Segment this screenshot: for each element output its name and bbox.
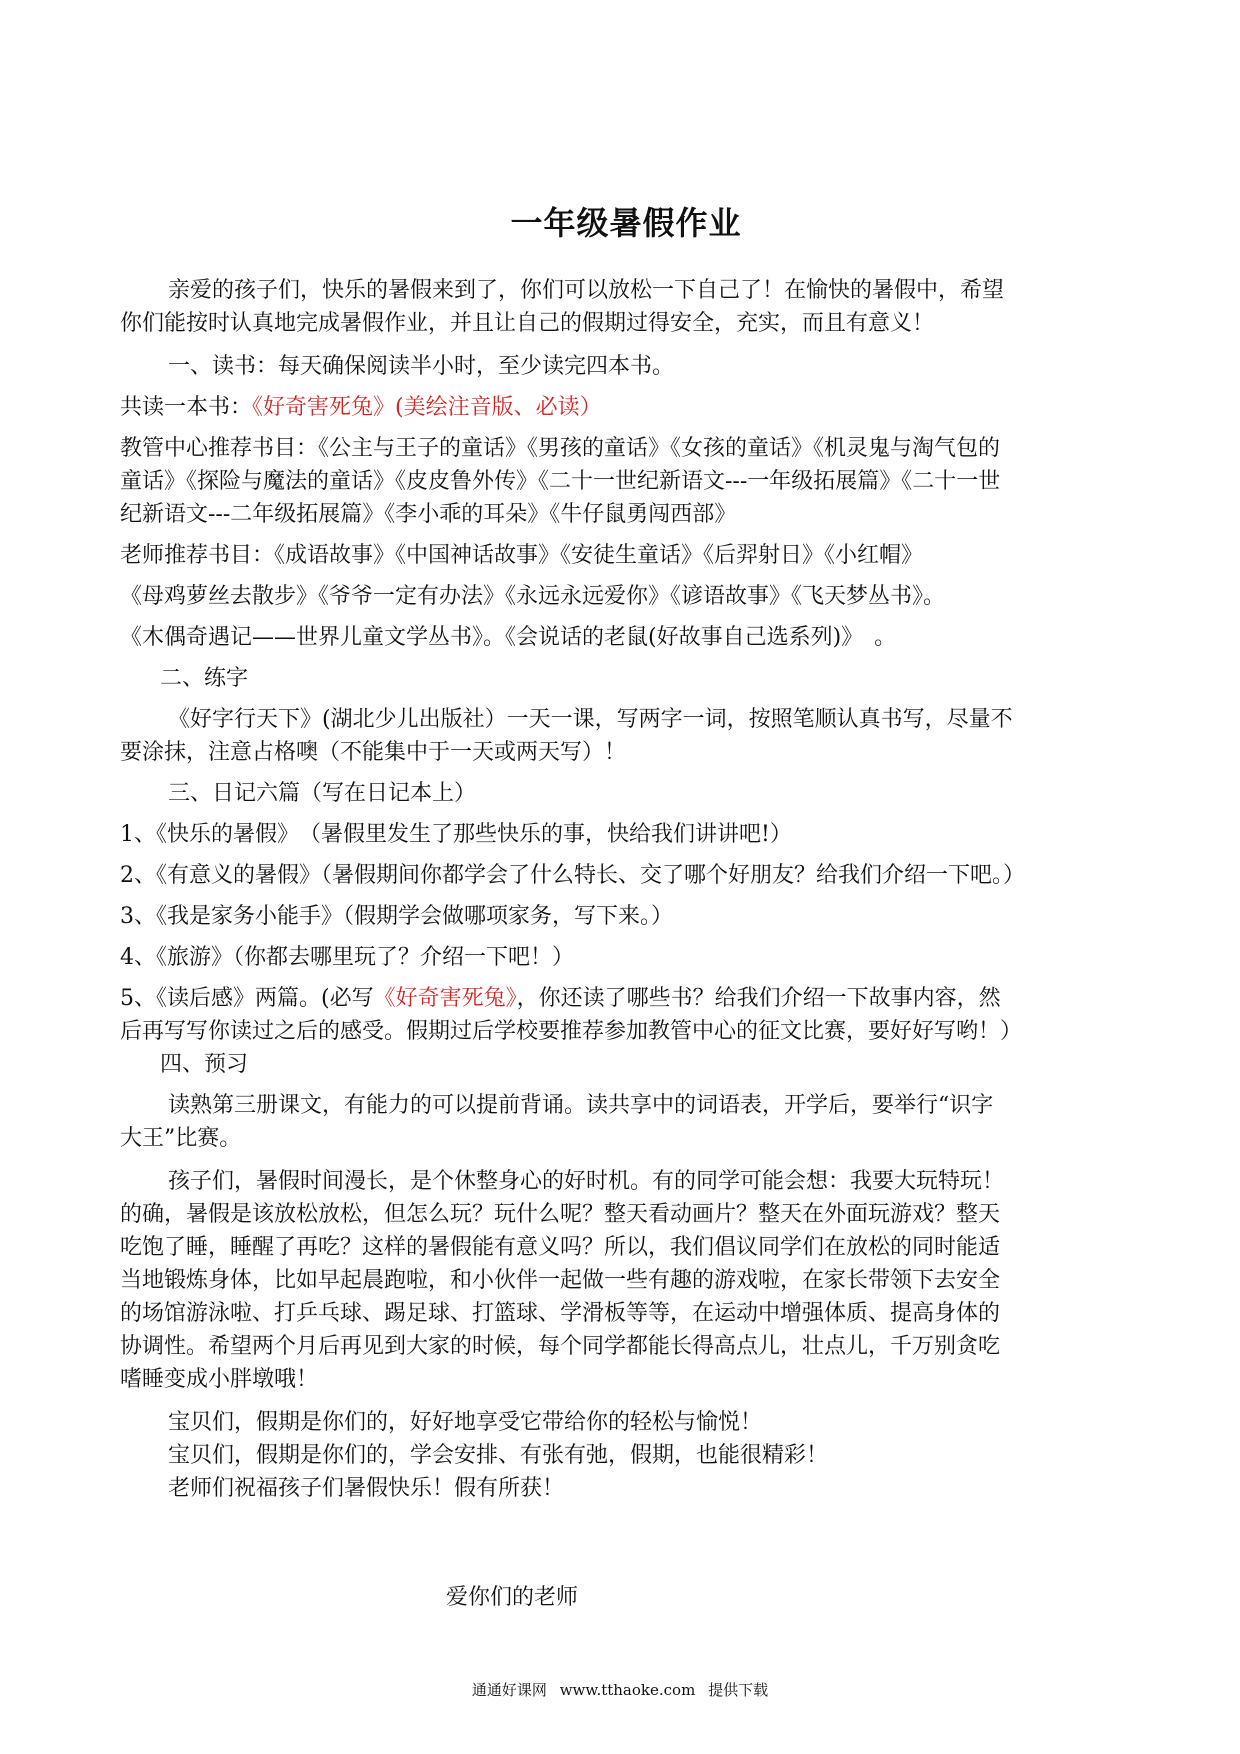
wish-line: 老师们祝福孩子们暑假快乐！假有所获！ (168, 1476, 565, 1501)
section-heading-preview: 四、预习 (160, 1052, 249, 1077)
teacher-book-list-line: 老师推荐书目：《成语故事》《中国神话故事》《安徒生童话》《后羿射日》《小红帽》 (120, 543, 924, 568)
writing-line: 《好字行天下》(湖北少儿出版社）一天一课，写两字一词，按照笔顺认真书写，尽量不 (168, 707, 1013, 732)
diary-item: 4、《旅游》（你都去哪里玩了？介绍一下吧！） (120, 945, 574, 970)
center-book-list-line: 童话》《探险与魔法的童话》《皮皮鲁外传》《二十一世纪新语文---一年级拓展篇》《二十一世 (120, 469, 1001, 494)
closing-line: 协调性。希望两个月后再见到大家的时候，每个同学都能长得高点儿，壮点儿，千万别贪吃 (120, 1334, 1001, 1359)
intro-line: 你们能按时认真地完成暑假作业，并且让自己的假期过得安全，充实，而且有意义！ (120, 311, 935, 336)
diary-item-5 (120, 982, 1132, 1015)
closing-line: 嗜睡变成小胖墩哦！ (120, 1367, 319, 1392)
teacher-book-list-line: 《木偶奇遇记——世界儿童文学丛书》。《会说话的老鼠(好故事自己选系列)》 。 (120, 625, 897, 650)
section-heading-writing: 二、练字 (160, 666, 249, 691)
page-footer (0, 1679, 1240, 1700)
footer-site-name: 通通好课网 (471, 1681, 547, 1699)
intro-line: 亲爱的孩子们，快乐的暑假来到了，你们可以放松一下自己了！在愉快的暑假中，希望 (168, 278, 1005, 303)
wish-line: 宝贝们，假期是你们的，好好地享受它带给你的轻松与愉悦！ (168, 1410, 763, 1435)
section-heading-diary: 三、日记六篇（写在日记本上） (168, 781, 477, 806)
writing-line: 要涂抹，注意占格噢（不能集中于一天或两天写）！ (120, 740, 627, 765)
diary-item-5-suffix: ，你还读了哪些书？给我们介绍一下故事内容，然 (516, 986, 1001, 1011)
section-heading-reading: 一、读书：每天确保阅读半小时，至少读完四本书。 (168, 354, 675, 379)
closing-line: 吃饱了睡，睡醒了再吃？这样的暑假能有意义吗？所以，我们倡议同学们在放松的同时能适 (120, 1235, 1001, 1260)
closing-line: 的确，暑假是该放松放松，但怎么玩？玩什么呢？整天看动画片？整天在外面玩游戏？整天 (120, 1202, 1001, 1227)
signature: 爱你们的老师 (446, 1585, 579, 1610)
page-title: 一年级暑假作业 (510, 204, 742, 242)
diary-item: 1、《快乐的暑假》 （暑假里发生了那些快乐的事，快给我们讲讲吧!） (120, 822, 792, 847)
closing-line: 当地锻炼身体，比如早起晨跑啦，和小伙伴一起做一些有趣的游戏啦，在家长带领下去安全 (120, 1268, 1001, 1293)
document-body (120, 274, 1132, 1505)
center-book-list-line: 教管中心推荐书目：《公主与王子的童话》《男孩的童话》《女孩的童话》《机灵鬼与淘气包的 (120, 436, 1001, 461)
diary-item-5-prefix: 5、《读后感》两篇。(必写 (120, 986, 374, 1011)
shared-book-line (120, 391, 1132, 424)
diary-item-5-book: 《好奇害死兔》 (373, 986, 517, 1011)
diary-item: 2、《有意义的暑假》（暑假期间你都学会了什么特长、交了哪个好朋友？给我们介绍一下吧。） (120, 863, 1026, 888)
preview-line: 读熟第三册课文，有能力的可以提前背诵。读共享中的词语表，开学后，要举行“识字 (168, 1093, 994, 1118)
diary-item: 3、《我是家务小能手》（假期学会做哪项家务，写下来。） (120, 904, 673, 929)
closing-line: 的场馆游泳啦、打乒乓球、踢足球、打篮球、学滑板等等，在运动中增强体质、提高身体的 (120, 1301, 1001, 1326)
footer-note: 提供下载 (708, 1681, 769, 1699)
preview-line: 大王”比赛。 (120, 1126, 242, 1151)
diary-item-5-line2: 后再写写你读过之后的感受。假期过后学校要推荐参加教管中心的征文比赛，要好好写哟！） (120, 1019, 1023, 1044)
closing-line: 孩子们，暑假时间漫长，是个休整身心的好时机。有的同学可能会想：我要大玩特玩！ (168, 1169, 1005, 1194)
footer-url[interactable]: www.tthaoke.com (559, 1681, 696, 1699)
shared-book-title: 《好奇害死兔》(美绘注音版、必读） (252, 395, 602, 420)
wish-line: 宝贝们，假期是你们的，学会安排、有张有弛，假期，也能很精彩！ (168, 1443, 829, 1468)
teacher-book-list-line: 《母鸡萝丝去散步》《爷爷一定有办法》《永远永远爱你》《谚语故事》《飞天梦丛书》。 (120, 584, 946, 609)
center-book-list-line: 纪新语文---二年级拓展篇》《李小乖的耳朵》《牛仔鼠勇闯西部》 (120, 502, 737, 527)
shared-book-label: 共读一本书： (120, 395, 253, 420)
